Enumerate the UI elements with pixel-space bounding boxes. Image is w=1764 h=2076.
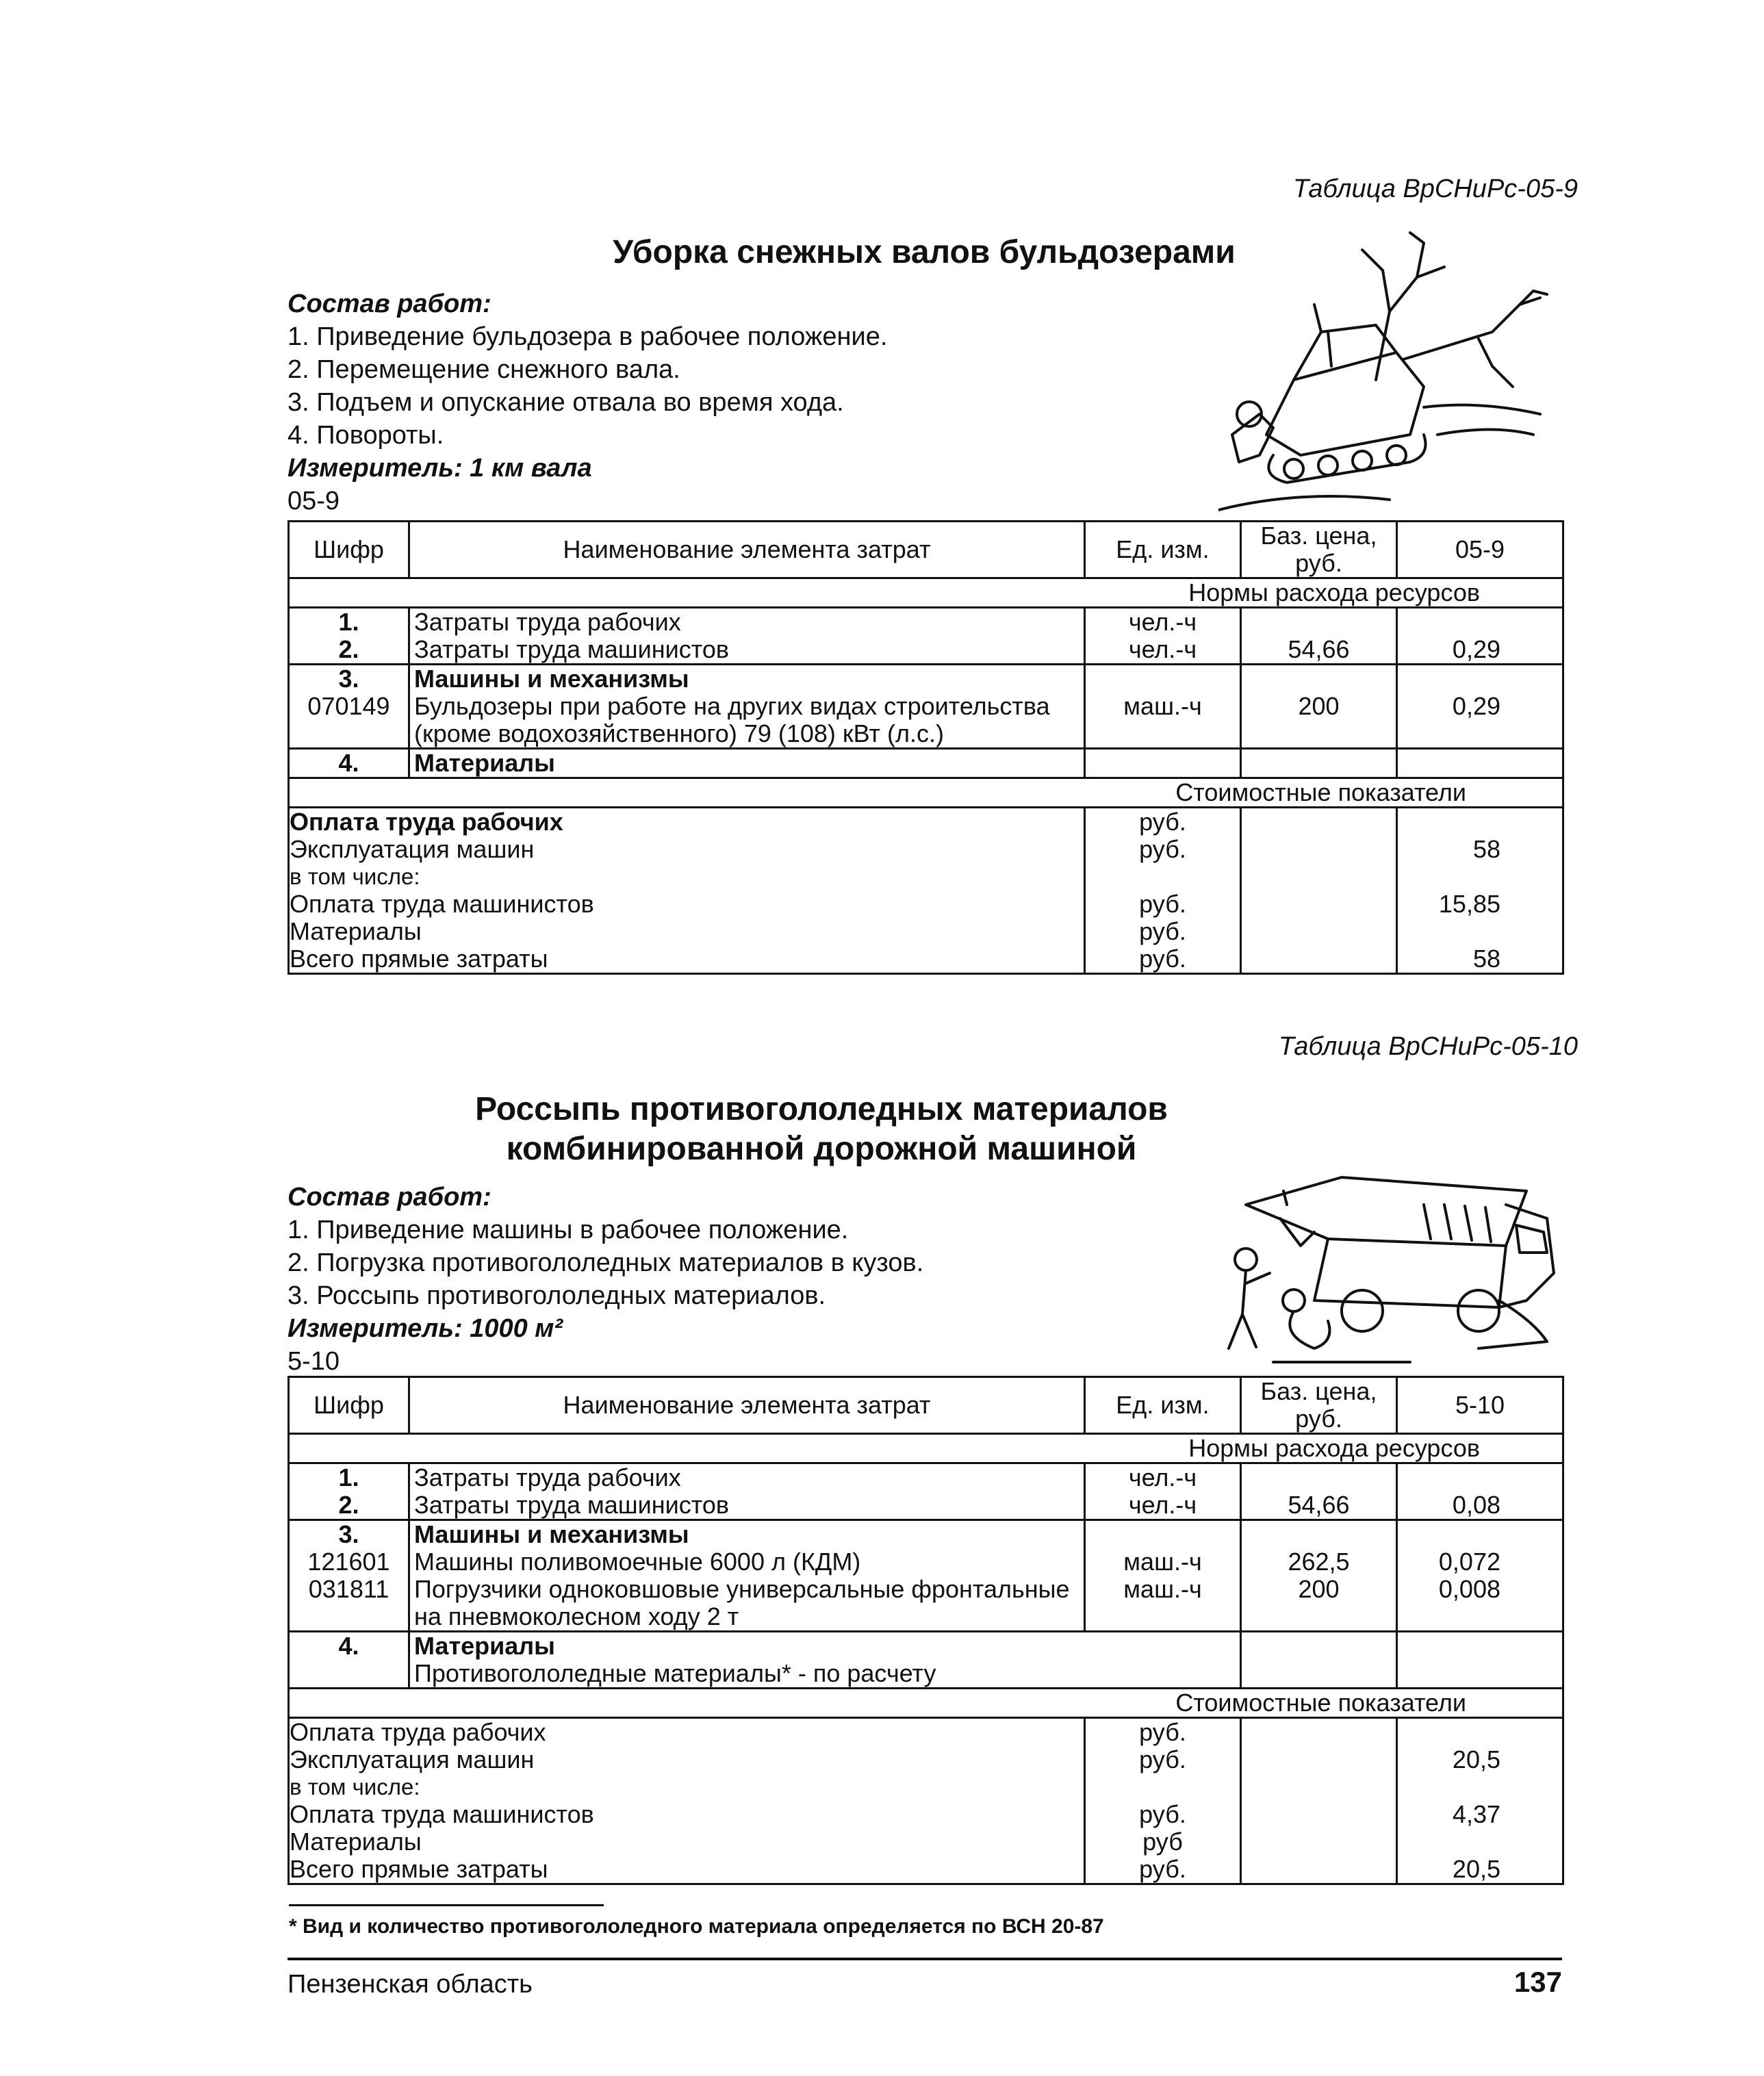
row-name: на пневмоколесном ходу 2 т xyxy=(414,1602,739,1630)
row-unit: чел.-ч xyxy=(1128,1491,1197,1519)
cost-value: 15,85 xyxy=(1438,890,1500,918)
cost-label: Стоимостные показатели xyxy=(289,1689,1563,1718)
cost-unit: руб. xyxy=(1139,1718,1186,1746)
works-block xyxy=(287,1181,1246,1378)
cost-name: Оплата труда рабочих xyxy=(290,1718,546,1746)
cost-name: Материалы xyxy=(290,917,422,945)
row-name: Затраты труда машинистов xyxy=(414,635,730,663)
norms-row xyxy=(289,1434,1563,1463)
cost-unit: руб. xyxy=(1139,835,1186,863)
cost-unit: руб. xyxy=(1139,808,1186,836)
row-price xyxy=(1246,608,1392,636)
footnote: * Вид и количество противогололедного материала определяется по ВСН 20-87 xyxy=(289,1915,1104,1938)
cost-label-row xyxy=(289,778,1563,808)
row-no: 1. xyxy=(338,608,359,636)
cost-name: Всего прямые затраты xyxy=(290,1855,548,1883)
work-item: 2. Перемещение снежного вала. xyxy=(287,355,680,384)
row-code: 121601 xyxy=(307,1548,390,1576)
row-no: 3. xyxy=(338,665,359,693)
works-label: Состав работ: xyxy=(287,1183,491,1212)
table-code: 5-10 xyxy=(287,1347,340,1376)
table-row xyxy=(289,608,1563,665)
row-value: 0,29 xyxy=(1452,635,1500,663)
cost-table xyxy=(287,520,1564,975)
row-name: Погрузчики одноковшовые универсальные фронтальные xyxy=(414,1575,1070,1603)
norms-row xyxy=(289,578,1563,608)
header-col: 5-10 xyxy=(1397,1377,1563,1434)
meter-label: Измеритель: 1000 м² xyxy=(287,1314,563,1343)
work-item: 3. Подъем и опускание отвала во время хода. xyxy=(287,388,844,417)
road-machine-illustration xyxy=(1205,1164,1561,1369)
footnote-rule xyxy=(289,1904,604,1906)
cost-name: Оплата труда машинистов xyxy=(290,1800,594,1828)
page-number: 137 xyxy=(1513,1966,1562,1998)
row-name: Затраты труда рабочих xyxy=(414,608,681,636)
work-item: 4. Повороты. xyxy=(287,421,444,450)
cost-label: Стоимостные показатели xyxy=(289,778,1563,808)
row-unit: маш.-ч xyxy=(1123,1575,1202,1603)
row-name: Затраты труда машинистов xyxy=(414,1491,730,1519)
row-unit: маш.-ч xyxy=(1123,692,1202,720)
cost-unit: руб. xyxy=(1139,1855,1186,1883)
header-code: Шифр xyxy=(289,522,409,578)
row-code: 031811 xyxy=(308,1575,389,1603)
row-unit: чел.-ч xyxy=(1128,608,1197,636)
row-value: 0,008 xyxy=(1438,1575,1500,1603)
row-group-title: Машины и механизмы xyxy=(414,1520,689,1548)
row-price: 262,5 xyxy=(1288,1548,1350,1576)
cost-name: Всего прямые затраты xyxy=(290,945,548,973)
cost-value: 20,5 xyxy=(1452,1745,1500,1773)
cost-name: Оплата труда машинистов xyxy=(290,890,594,918)
row-no: 3. xyxy=(338,1520,359,1548)
cost-rows xyxy=(289,808,1563,974)
row-group-title: Материалы xyxy=(414,1632,555,1660)
cost-rows xyxy=(289,1718,1563,1884)
section-title: Уборка снежных валов бульдозерами xyxy=(613,234,1236,270)
work-item: 2. Погрузка противогололедных материалов в кузов. xyxy=(287,1248,924,1277)
meter-label: Измеритель: 1 км вала xyxy=(287,454,592,483)
cost-name: в том числе: xyxy=(290,864,420,889)
row-no: 4. xyxy=(289,1632,409,1689)
row-unit: чел.-ч xyxy=(1128,1463,1197,1491)
header-price: Баз. цена, руб. xyxy=(1241,522,1397,578)
section-title-line: Россыпь противогололедных материалов xyxy=(475,1091,1168,1127)
cost-name: в том числе: xyxy=(290,1774,420,1799)
table-row xyxy=(289,1632,1563,1689)
footer-region: Пензенская область xyxy=(287,1970,533,1999)
row-price: 200 xyxy=(1298,1575,1340,1603)
row-group-title: Материалы xyxy=(409,749,1085,778)
works-block xyxy=(287,287,1246,517)
row-price: 54,66 xyxy=(1288,1491,1350,1519)
row-no: 2. xyxy=(338,1491,359,1519)
row-no: 4. xyxy=(289,749,409,778)
header-name: Наименование элемента затрат xyxy=(409,1377,1085,1434)
row-value: 0,08 xyxy=(1452,1491,1500,1519)
section-title xyxy=(342,1090,1301,1169)
cost-table xyxy=(287,1376,1564,1885)
cost-unit: руб. xyxy=(1139,917,1186,945)
work-item: 1. Приведение бульдозера в рабочее положение. xyxy=(287,322,888,351)
row-name: Бульдозеры при работе на других видах строительства xyxy=(414,692,1050,720)
cost-unit: руб. xyxy=(1139,945,1186,973)
table-row xyxy=(289,1520,1563,1632)
row-name: Машины поливомоечные 6000 л (КДМ) xyxy=(414,1548,861,1576)
bulldozer-illustration xyxy=(1218,229,1561,524)
cost-unit: руб. xyxy=(1139,1745,1186,1773)
cost-value: 58 xyxy=(1472,945,1500,973)
cost-unit: руб xyxy=(1142,1828,1183,1856)
work-item: 3. Россыпь противогололедных материалов. xyxy=(287,1281,826,1310)
row-name: Затраты труда рабочих xyxy=(414,1463,681,1491)
cost-value: 20,5 xyxy=(1452,1855,1500,1883)
row-value: 0,29 xyxy=(1452,692,1500,720)
table-header-row xyxy=(289,522,1563,578)
table-row xyxy=(289,749,1563,778)
header-unit: Ед. изм. xyxy=(1085,522,1241,578)
table-row xyxy=(289,665,1563,749)
table-header-row xyxy=(289,1377,1563,1434)
row-name: (кроме водохозяйственного) 79 (108) кВт (л.с.) xyxy=(414,719,944,747)
cost-name: Материалы xyxy=(290,1828,422,1856)
norms-label: Нормы расхода ресурсов xyxy=(289,1434,1563,1463)
row-group-title: Машины и механизмы xyxy=(414,665,689,693)
table-number: Таблица ВрСНиРс-05-9 xyxy=(1292,175,1578,203)
footer-rule xyxy=(287,1958,1562,1960)
cost-unit: руб. xyxy=(1139,890,1186,918)
row-value: 0,072 xyxy=(1438,1548,1500,1576)
section-title-line: комбинированной дорожной машиной xyxy=(506,1131,1137,1167)
works-label: Состав работ: xyxy=(287,290,491,318)
row-price: 54,66 xyxy=(1288,635,1350,663)
header-unit: Ед. изм. xyxy=(1085,1377,1241,1434)
cost-label-row xyxy=(289,1689,1563,1718)
row-no: 1. xyxy=(338,1463,359,1491)
header-name: Наименование элемента затрат xyxy=(409,522,1085,578)
row-no: 2. xyxy=(338,635,359,663)
cost-name: Эксплуатация машин xyxy=(290,1745,535,1773)
header-col: 05-9 xyxy=(1397,522,1563,578)
cost-unit: руб. xyxy=(1139,1800,1186,1828)
cost-value: 4,37 xyxy=(1452,1800,1500,1828)
header-price: Баз. цена, руб. xyxy=(1241,1377,1397,1434)
cost-value: 58 xyxy=(1472,835,1500,863)
row-name: Противогололедные материалы* - по расчету xyxy=(414,1659,936,1687)
table-code: 05-9 xyxy=(287,487,340,515)
cost-name: Эксплуатация машин xyxy=(290,835,535,863)
work-item: 1. Приведение машины в рабочее положение. xyxy=(287,1216,849,1244)
row-price: 200 xyxy=(1298,692,1340,720)
row-unit: чел.-ч xyxy=(1128,635,1197,663)
row-code: 070149 xyxy=(307,692,390,720)
header-code: Шифр xyxy=(289,1377,409,1434)
table-number: Таблица ВрСНиРс-05-10 xyxy=(1278,1032,1578,1061)
table-row xyxy=(289,1463,1563,1520)
norms-label: Нормы расхода ресурсов xyxy=(289,578,1563,608)
row-unit: маш.-ч xyxy=(1123,1548,1202,1576)
cost-name: Оплата труда рабочих xyxy=(290,808,563,836)
